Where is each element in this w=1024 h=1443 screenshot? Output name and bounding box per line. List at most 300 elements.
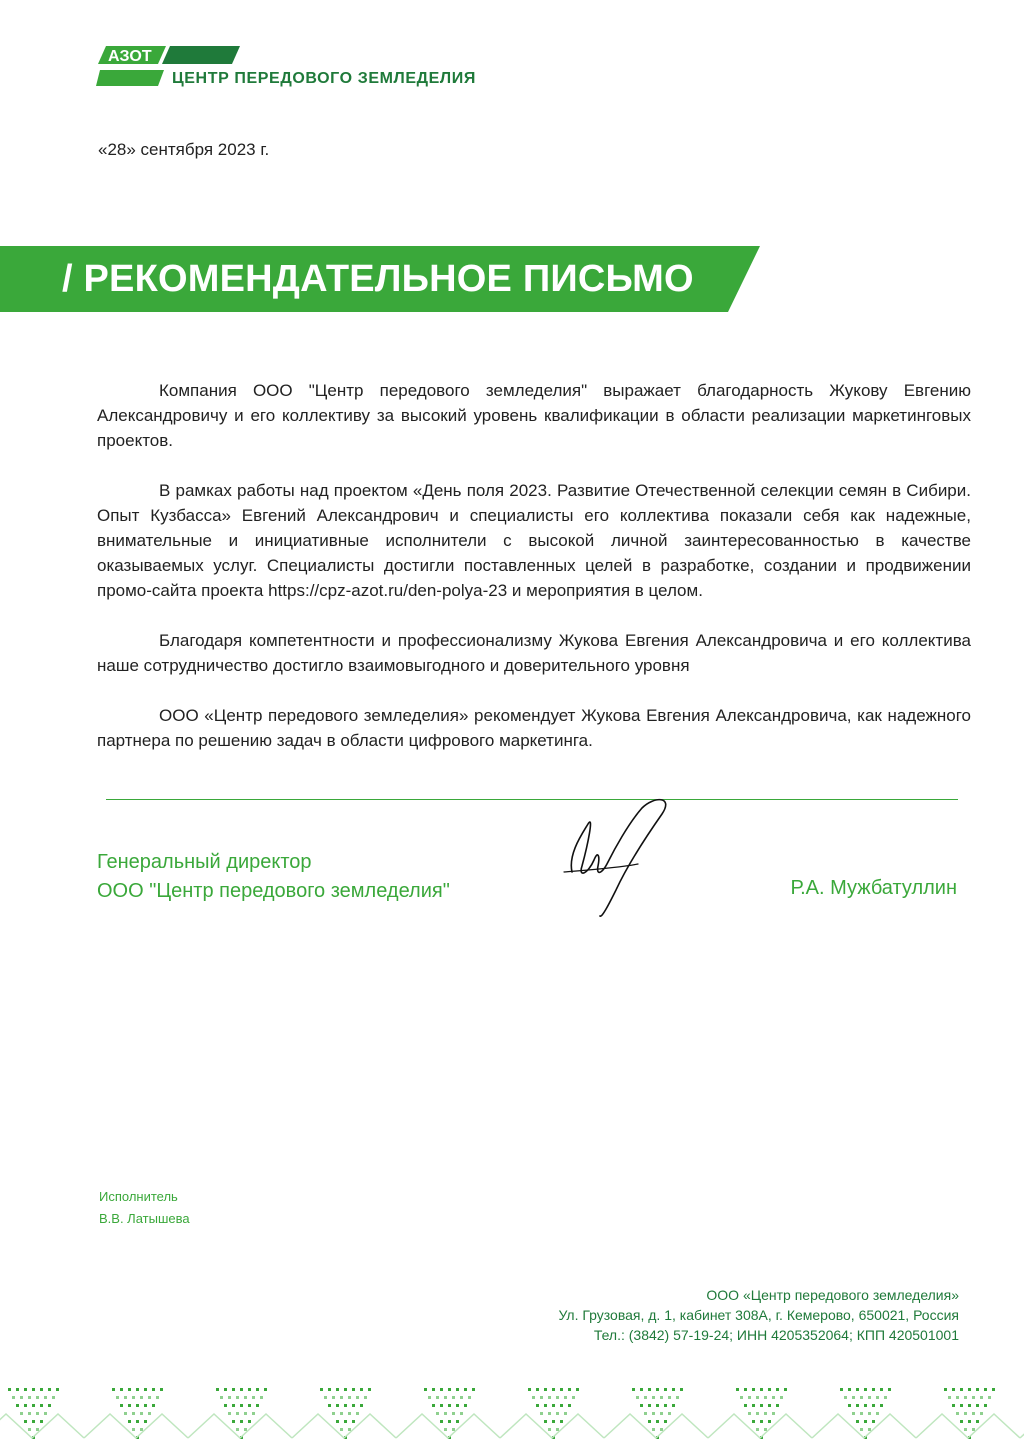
ornament-dot: [980, 1412, 983, 1415]
ornament-dot: [960, 1404, 963, 1407]
ornament-dot: [444, 1396, 447, 1399]
ornament-dot: [352, 1420, 355, 1423]
ornament-dot: [456, 1404, 459, 1407]
ornament-zigzag: [292, 1414, 396, 1438]
signature-divider: [106, 799, 958, 800]
ornament-dot: [544, 1388, 547, 1391]
ornament-dot: [128, 1404, 131, 1407]
ornament-zigzag: [1020, 1414, 1024, 1438]
ornament-dot: [452, 1428, 455, 1431]
ornament-dot: [32, 1420, 35, 1423]
ornament-dot: [228, 1396, 231, 1399]
ornament-dot: [988, 1396, 991, 1399]
ornament-dot: [460, 1396, 463, 1399]
ornament-dot: [984, 1388, 987, 1391]
ornament-dot: [16, 1388, 19, 1391]
ornament-dot: [44, 1412, 47, 1415]
ornament-dot: [368, 1388, 371, 1391]
ornament-dot: [236, 1412, 239, 1415]
ornament-dot: [340, 1428, 343, 1431]
ornament-dot: [644, 1412, 647, 1415]
ornament-dot: [468, 1396, 471, 1399]
ornament-dot: [544, 1420, 547, 1423]
ornament-dot: [464, 1388, 467, 1391]
ornament-dot: [576, 1388, 579, 1391]
ornament-dot: [764, 1396, 767, 1399]
signer-position-line1: Генеральный директор: [97, 851, 312, 873]
paragraph-1: Компания ООО "Центр передового земледелия" выражает благодарность Жукову Евгению Александровичу и его коллективу за высокий уровень квалификации в области реализации маркетинговых проектов.: [97, 381, 971, 450]
ornament-dot: [856, 1404, 859, 1407]
ornament-dot: [664, 1404, 667, 1407]
ornament-dot: [776, 1388, 779, 1391]
ornament-dot: [340, 1412, 343, 1415]
ornament-dot: [12, 1396, 15, 1399]
ornament-dot: [556, 1412, 559, 1415]
ornament-dot: [36, 1412, 39, 1415]
ornament-dot: [428, 1396, 431, 1399]
ornament-dot: [344, 1404, 347, 1407]
ornament-dot: [652, 1396, 655, 1399]
ornament-dot: [876, 1396, 879, 1399]
ornament-dot: [644, 1396, 647, 1399]
ornament-dot: [352, 1404, 355, 1407]
ornament-dot: [868, 1428, 871, 1431]
ornament-dot: [980, 1396, 983, 1399]
ornament-dot: [756, 1428, 759, 1431]
ornament-dot: [652, 1412, 655, 1415]
ornament-dot: [224, 1404, 227, 1407]
ornament-dot: [348, 1428, 351, 1431]
ornament-dot: [744, 1404, 747, 1407]
ornament-dot: [28, 1396, 31, 1399]
ornament-dot: [132, 1428, 135, 1431]
ornament-dot: [20, 1412, 23, 1415]
ornament-dot: [356, 1412, 359, 1415]
ornament-dot: [232, 1388, 235, 1391]
ornament-dot: [780, 1396, 783, 1399]
ornament-dot: [336, 1388, 339, 1391]
ornament-dot: [256, 1404, 259, 1407]
ornament-dot: [772, 1396, 775, 1399]
ornament-dot: [448, 1420, 451, 1423]
ornament-dot: [444, 1412, 447, 1415]
ornament-dot: [252, 1396, 255, 1399]
ornament-dot: [972, 1396, 975, 1399]
ornament-dot: [744, 1388, 747, 1391]
ornament-dot: [148, 1396, 151, 1399]
ornament-dot: [660, 1428, 663, 1431]
footer-company-info: [558, 1285, 959, 1345]
ornament-dot: [248, 1404, 251, 1407]
ornament-dot: [36, 1428, 39, 1431]
ornament-dot: [760, 1404, 763, 1407]
executor-block: [99, 1186, 190, 1230]
ornament-dot: [564, 1412, 567, 1415]
ornament-dot: [336, 1404, 339, 1407]
ornament-dot: [664, 1388, 667, 1391]
ornament-dot: [236, 1428, 239, 1431]
ornament-zigzag: [396, 1414, 500, 1438]
ornament-dot: [636, 1396, 639, 1399]
ornament-dot: [680, 1388, 683, 1391]
ornament-dot: [560, 1404, 563, 1407]
ornament-dot: [840, 1388, 843, 1391]
ornament-dot: [324, 1396, 327, 1399]
ornament-dot: [648, 1404, 651, 1407]
ornament-dot: [360, 1404, 363, 1407]
ornament-dot: [132, 1412, 135, 1415]
ornament-dot: [856, 1388, 859, 1391]
ornament-dot: [540, 1396, 543, 1399]
ornament-dot: [160, 1388, 163, 1391]
ornament-dot: [768, 1388, 771, 1391]
ornament-dot: [740, 1396, 743, 1399]
ornament-dot: [548, 1428, 551, 1431]
ornament-dot: [968, 1420, 971, 1423]
page-title: / РЕКОМЕНДАТЕЛЬНОЕ ПИСЬМО: [62, 258, 694, 300]
ornament-dot: [756, 1396, 759, 1399]
ornament-dot: [652, 1428, 655, 1431]
ornament-dot: [552, 1404, 555, 1407]
ornament-dot: [440, 1420, 443, 1423]
ornament-dot: [364, 1396, 367, 1399]
ornament-dot: [956, 1412, 959, 1415]
ornament-dot: [48, 1404, 51, 1407]
ornament-dot: [660, 1396, 663, 1399]
ornament-dot: [548, 1396, 551, 1399]
ornament-dot: [116, 1396, 119, 1399]
ornament-dot: [764, 1428, 767, 1431]
ornament-zigzag: [812, 1414, 916, 1438]
ornament-dot: [672, 1388, 675, 1391]
ornament-dot: [460, 1412, 463, 1415]
ornament-dot: [632, 1388, 635, 1391]
signer-position-line2: ООО "Центр передового земледелия": [97, 880, 450, 902]
ornament-dot: [872, 1388, 875, 1391]
ornament-dot: [548, 1412, 551, 1415]
ornament-dot: [24, 1388, 27, 1391]
ornament-dot: [28, 1412, 31, 1415]
ornament-dot: [552, 1420, 555, 1423]
ornament-dot: [248, 1388, 251, 1391]
ornament-zigzag: [916, 1414, 1020, 1438]
ornament-dot: [944, 1388, 947, 1391]
ornament-dot: [232, 1404, 235, 1407]
ornament-dot: [432, 1388, 435, 1391]
ornament-dot: [152, 1404, 155, 1407]
ornament-dot: [560, 1420, 563, 1423]
ornament-dot: [120, 1388, 123, 1391]
footer-contacts: Тел.: (3842) 57-19-24; ИНН 4205352064; КПП 420501001: [593, 1327, 959, 1343]
ornament-dot: [472, 1388, 475, 1391]
ornament-dot: [952, 1404, 955, 1407]
ornament-dot: [28, 1428, 31, 1431]
ornament-dot: [976, 1404, 979, 1407]
ornament-dot: [860, 1396, 863, 1399]
ornament-dot: [156, 1396, 159, 1399]
ornament-dot: [664, 1420, 667, 1423]
ornament-dot: [24, 1404, 27, 1407]
ornament-dot: [352, 1388, 355, 1391]
ornament-dot: [40, 1388, 43, 1391]
ornament-zigzag: [0, 1414, 84, 1438]
ornament-dot: [264, 1388, 267, 1391]
ornament-dot: [436, 1412, 439, 1415]
ornament-dot: [656, 1404, 659, 1407]
ornament-dot: [752, 1420, 755, 1423]
ornament-dot: [772, 1412, 775, 1415]
ornament-dot: [864, 1420, 867, 1423]
ornament-zigzag: [188, 1414, 292, 1438]
ornament-dot: [424, 1388, 427, 1391]
ornament-dot: [784, 1388, 787, 1391]
ornament-dot: [640, 1388, 643, 1391]
ornament-dot: [848, 1388, 851, 1391]
ornament-dot: [536, 1404, 539, 1407]
ornament-dot: [560, 1388, 563, 1391]
ornament-dot: [348, 1396, 351, 1399]
ornament-dot: [888, 1388, 891, 1391]
ornament-dot: [572, 1396, 575, 1399]
ornament-dot: [528, 1388, 531, 1391]
ornament-dot: [956, 1396, 959, 1399]
ornament-dot: [240, 1420, 243, 1423]
ornament-dot: [948, 1396, 951, 1399]
ornament-dot: [40, 1404, 43, 1407]
ornament-dot: [244, 1396, 247, 1399]
ornament-dot: [124, 1396, 127, 1399]
ornament-dot: [960, 1420, 963, 1423]
ornament-dot: [8, 1388, 11, 1391]
ornament-dot: [136, 1388, 139, 1391]
ornament-dot: [148, 1412, 151, 1415]
ornament-dot: [968, 1404, 971, 1407]
ornament-dot: [456, 1388, 459, 1391]
ornament-dot: [764, 1412, 767, 1415]
ornament-dot: [860, 1412, 863, 1415]
ornament-dot: [256, 1388, 259, 1391]
ornament-dot: [252, 1412, 255, 1415]
ornament-dot: [228, 1412, 231, 1415]
ornament-dot: [852, 1412, 855, 1415]
ornament-dot: [540, 1412, 543, 1415]
ornament-dot: [332, 1396, 335, 1399]
letter-date: «28» сентября 2023 г.: [98, 140, 270, 159]
signer-name: Р.А. Мужбатуллин: [790, 877, 957, 899]
ornament-dot: [776, 1404, 779, 1407]
ornament-dot: [240, 1388, 243, 1391]
ornament-dot: [676, 1396, 679, 1399]
ornament-dot: [36, 1396, 39, 1399]
ornament-dot: [136, 1420, 139, 1423]
ornament-dot: [44, 1396, 47, 1399]
ornament-dot: [144, 1388, 147, 1391]
paragraph-3: Благодаря компетентности и профессионализму Жукова Евгения Александровича и его коллектива наше сотрудничество достигло взаимовыгодного и доверительного уровня: [97, 631, 971, 675]
executor-label: Исполнитель: [99, 1189, 178, 1204]
ornament-dot: [120, 1404, 123, 1407]
ornament-dot: [768, 1420, 771, 1423]
ornament-dot: [864, 1388, 867, 1391]
ornament-dot: [440, 1388, 443, 1391]
letter-body: [97, 378, 971, 778]
ornament-dot: [244, 1428, 247, 1431]
footer-address: Ул. Грузовая, д. 1, кабинет 308А, г. Кемерово, 650021, Россия: [558, 1307, 959, 1323]
ornament-dot: [972, 1428, 975, 1431]
ornament-dot: [880, 1404, 883, 1407]
ornament-dot: [868, 1412, 871, 1415]
ornament-dot: [668, 1412, 671, 1415]
ornament-dot: [20, 1396, 23, 1399]
ornament-dot: [872, 1404, 875, 1407]
ornament-dot: [216, 1388, 219, 1391]
ornament-dot: [144, 1420, 147, 1423]
ornament-dot: [360, 1388, 363, 1391]
ornament-dot: [140, 1412, 143, 1415]
ornament-dot: [32, 1404, 35, 1407]
ornament-dot: [564, 1396, 567, 1399]
ornament-zigzag: [84, 1414, 188, 1438]
ornament-dot: [56, 1388, 59, 1391]
ornament-dot: [440, 1404, 443, 1407]
ornament-dot: [336, 1420, 339, 1423]
ornament-dot: [536, 1388, 539, 1391]
ornament-dot: [856, 1420, 859, 1423]
ornament-dot: [648, 1420, 651, 1423]
ornament-dot: [656, 1420, 659, 1423]
ornament-dot: [232, 1420, 235, 1423]
ornament-dot: [668, 1396, 671, 1399]
ornament-dot: [452, 1396, 455, 1399]
footer-ornament: [0, 1380, 1024, 1443]
logo-company-line: ЦЕНТР ПЕРЕДОВОГО ЗЕМЛЕДЕЛИЯ: [172, 70, 476, 87]
ornament-dot: [552, 1388, 555, 1391]
ornament-dot: [756, 1412, 759, 1415]
ornament-dot: [656, 1388, 659, 1391]
ornament-dot: [244, 1412, 247, 1415]
ornament-dot: [448, 1388, 451, 1391]
ornament-dot: [16, 1404, 19, 1407]
ornament-dot: [556, 1396, 559, 1399]
ornament-dot: [40, 1420, 43, 1423]
ornament-dot: [568, 1404, 571, 1407]
ornament-dot: [568, 1388, 571, 1391]
ornament-zigzag: [604, 1414, 708, 1438]
paragraph-4: ООО «Центр передового земледелия» рекомендует Жукова Евгения Александровича, как надежного партнера по решению задач в области цифрового маркетинга.: [97, 706, 971, 750]
ornament-dot: [140, 1428, 143, 1431]
ornament-dot: [748, 1412, 751, 1415]
title-banner: [0, 246, 760, 312]
ornament-dot: [880, 1388, 883, 1391]
ornament-dot: [32, 1388, 35, 1391]
signer-position: [97, 848, 450, 906]
ornament-dot: [984, 1404, 987, 1407]
ornament-zigzag: [500, 1414, 604, 1438]
ornament-dot: [328, 1404, 331, 1407]
ornament-dot: [864, 1404, 867, 1407]
handwritten-signature: [558, 794, 688, 924]
ornament-dot: [532, 1396, 535, 1399]
ornament-dot: [872, 1420, 875, 1423]
ornament-dot: [248, 1420, 251, 1423]
ornament-dot: [968, 1388, 971, 1391]
ornament-dot: [236, 1396, 239, 1399]
logo-word: АЗОТ: [108, 48, 152, 65]
ornament-dot: [328, 1388, 331, 1391]
ornament-dot: [884, 1396, 887, 1399]
ornament-dot: [112, 1388, 115, 1391]
ornament-dot: [752, 1388, 755, 1391]
ornament-dot: [260, 1396, 263, 1399]
ornament-dot: [152, 1388, 155, 1391]
ornament-dot: [348, 1412, 351, 1415]
ornament-dot: [240, 1404, 243, 1407]
ornament-zigzag: [708, 1414, 812, 1438]
ornament-dot: [760, 1420, 763, 1423]
ornament-dot: [860, 1428, 863, 1431]
ornament-dot: [556, 1428, 559, 1431]
ornament-dot: [964, 1396, 967, 1399]
ornament-dot: [356, 1396, 359, 1399]
ornament-dot: [124, 1412, 127, 1415]
ornament-dot: [976, 1420, 979, 1423]
ornament-dot: [660, 1412, 663, 1415]
ornament-dot: [444, 1428, 447, 1431]
ornament-dot: [140, 1396, 143, 1399]
ornament-dot: [852, 1396, 855, 1399]
ornament-dot: [132, 1396, 135, 1399]
ornament-dot: [768, 1404, 771, 1407]
ornament-dot: [648, 1388, 651, 1391]
paragraph-2: В рамках работы над проектом «День поля 2023. Развитие Отечественной селекции семян в Сибири. Опыт Кузбасса» Евгений Александрович и специалисты его коллектива показали себя как надежные, внимательные и инициативные исполнители с высокой личной заинтересованностью в качестве оказываемых услуг. Специалисты достигли поставленных целей в разработке, создании и продвижении промо-сайта проекта https://cpz-azot.ru/den-polya-23 и мероприятия в целом.: [97, 481, 971, 600]
ornament-dot: [220, 1396, 223, 1399]
ornament-dot: [960, 1388, 963, 1391]
ornament-dot: [748, 1396, 751, 1399]
ornament-dot: [848, 1404, 851, 1407]
ornament-dot: [136, 1404, 139, 1407]
ornament-dot: [436, 1396, 439, 1399]
ornament-dot: [432, 1404, 435, 1407]
ornament-dot: [964, 1428, 967, 1431]
executor-name: В.В. Латышева: [99, 1211, 190, 1226]
ornament-dot: [128, 1388, 131, 1391]
footer-company-name: ООО «Центр передового земледелия»: [706, 1287, 959, 1303]
ornament-dot: [24, 1420, 27, 1423]
ornament-dot: [844, 1396, 847, 1399]
ornament-dot: [340, 1396, 343, 1399]
ornament-dot: [452, 1412, 455, 1415]
ornament-dot: [952, 1388, 955, 1391]
ornament-dot: [464, 1404, 467, 1407]
ornament-dot: [344, 1388, 347, 1391]
ornament-dot: [144, 1404, 147, 1407]
company-logo: [96, 46, 516, 92]
ornament-dot: [760, 1388, 763, 1391]
ornament-dot: [672, 1404, 675, 1407]
ornament-dot: [976, 1388, 979, 1391]
ornament-dot: [736, 1388, 739, 1391]
ornament-dot: [52, 1396, 55, 1399]
ornament-dot: [128, 1420, 131, 1423]
ornament-dot: [992, 1388, 995, 1391]
ornament-dot: [456, 1420, 459, 1423]
ornament-dot: [344, 1420, 347, 1423]
ornament-dot: [868, 1396, 871, 1399]
ornament-dot: [876, 1412, 879, 1415]
ornament-dot: [224, 1388, 227, 1391]
ornament-dot: [48, 1388, 51, 1391]
ornament-dot: [320, 1388, 323, 1391]
ornament-dot: [332, 1412, 335, 1415]
